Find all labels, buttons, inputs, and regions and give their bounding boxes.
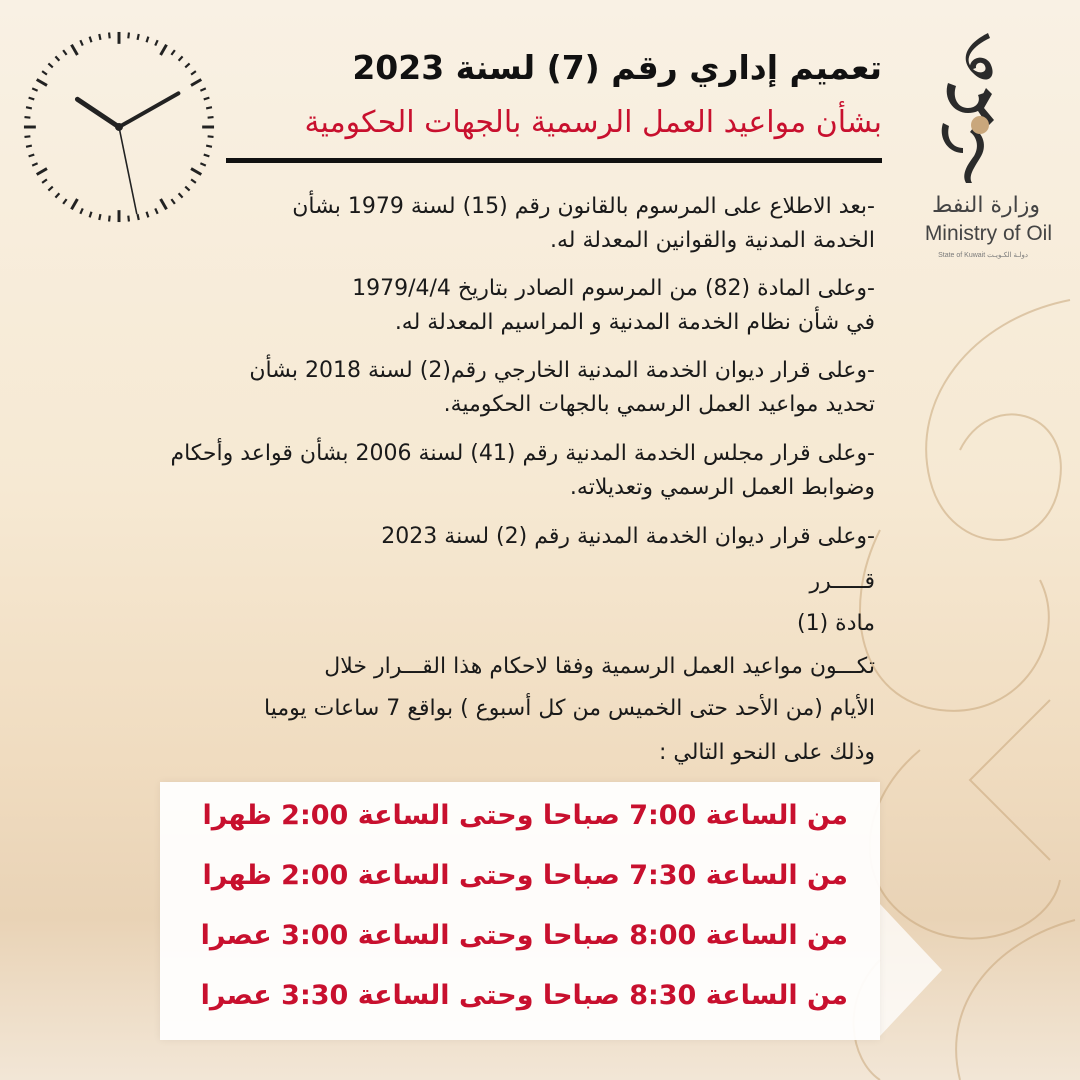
paragraph-3-line-2: تحديد مواعيد العمل الرسمي بالجهات الحكومية. [443, 392, 875, 417]
paragraph-5: -وعلى قرار ديوان الخدمة المدنية رقم (2) لسنة 2023 [381, 524, 875, 549]
paragraph-4 [170, 437, 875, 505]
clock-tick [37, 169, 47, 175]
clock-tick [99, 214, 100, 220]
clock-tick [200, 88, 205, 90]
paragraph-1-line-1: -بعد الاطلاع على المرسوم بالقانون رقم (15) لسنة 1979 بشأن [292, 194, 875, 219]
paragraph-4-line-1: -وعلى قرار مجلس الخدمة المدنية رقم (41) لسنة 2006 بشأن قواعد وأحكام [170, 441, 875, 466]
state-line: State of Kuwait دولـة الكـويـت [938, 252, 1028, 259]
schedule-item: من الساعة 7:30 صباحا وحتى الساعة 2:00 ظهرا [202, 860, 848, 891]
clock-tick [200, 163, 205, 165]
clock-tick [71, 199, 77, 209]
decision-heading: قـــــرر [809, 569, 875, 594]
clock-tick [191, 79, 201, 85]
clock-tick [191, 179, 196, 182]
clock-tick [208, 136, 214, 137]
paragraph-4-line-2: وضوابط العمل الرسمي وتعديلاته. [569, 475, 875, 500]
clock-tick [32, 163, 37, 165]
clock-tick [191, 169, 201, 175]
clock-tick [90, 37, 92, 43]
clock-tick [171, 50, 174, 55]
page-subtitle: بشأن مواعيد العمل الرسمية بالجهات الحكومية [304, 105, 882, 140]
ministry-name-english: Ministry of Oil [924, 222, 1052, 245]
clock-tick [55, 193, 59, 197]
clock-tick [32, 88, 37, 90]
clock-tick [204, 155, 210, 157]
clock-tick [171, 199, 174, 204]
clock-tick [29, 98, 35, 100]
clock-tick [179, 193, 183, 197]
clock-tick [42, 71, 47, 74]
paragraph-2-line-2: في شأن نظام الخدمة المدنية و المراسيم المعدلة له. [394, 310, 875, 335]
clock-tick [138, 214, 139, 220]
clock-tick [128, 216, 129, 222]
clock-tick [208, 117, 214, 118]
clock-tick [191, 71, 196, 74]
ministry-logo-icon [928, 28, 1018, 183]
paragraph-2-line-1: -وعلى المادة (82) من المرسوم الصادر بتاريخ 1979/4/4 [352, 276, 875, 301]
paragraph-2 [352, 272, 875, 340]
ministry-name-arabic: وزارة النفط [932, 193, 1040, 218]
clock-icon [20, 28, 218, 226]
schedule-item: من الساعة 8:00 صباحا وحتى الساعة 3:00 عصرا [200, 920, 848, 951]
clock-tick [80, 208, 82, 213]
clock-tick [48, 187, 52, 191]
clock-tick [147, 212, 149, 218]
clock-tick [63, 50, 66, 55]
article-heading: مادة (1) [797, 611, 875, 636]
clock-tick [147, 37, 149, 43]
paragraph-3 [249, 354, 875, 422]
clock-tick [179, 56, 183, 60]
clock-tick [80, 40, 82, 45]
article-line-1: تكـــون مواعيد العمل الرسمية وفقا لاحكام هذا القـــرار خلال [324, 654, 875, 679]
clock-tick [42, 179, 47, 182]
clock-tick [155, 208, 157, 213]
clock-tick [63, 199, 66, 204]
clock-tick [24, 136, 30, 137]
article-line-3: وذلك على النحو التالي : [658, 740, 875, 765]
arrow-decoration [880, 904, 942, 1036]
paragraph-1-line-2: الخدمة المدنية والقوانين المعدلة له. [550, 228, 875, 253]
paragraph-1 [292, 190, 875, 258]
clock-tick [185, 187, 189, 191]
clock-tick [206, 107, 212, 108]
clock-tick [206, 146, 212, 147]
clock-tick [99, 34, 100, 40]
clock-tick [204, 98, 210, 100]
clock-tick [128, 32, 129, 38]
clock-tick [24, 117, 30, 118]
clock-tick [55, 56, 59, 60]
clock-tick [90, 212, 92, 218]
clock-tick [161, 45, 167, 55]
clock-tick [109, 216, 110, 222]
clock-tick [185, 63, 189, 67]
clock-tick [109, 32, 110, 38]
page-title: تعميم إداري رقم (7) لسنة 2023 [352, 48, 882, 87]
clock-tick [26, 146, 32, 147]
clock-tick [155, 40, 157, 45]
schedule-item: من الساعة 7:00 صباحا وحتى الساعة 2:00 ظهرا [202, 800, 848, 831]
paragraph-3-line-1: -وعلى قرار ديوان الخدمة المدنية الخارجي رقم(2) لسنة 2018 بشأن [249, 358, 875, 383]
clock-tick [161, 199, 167, 209]
schedule-item: من الساعة 8:30 صباحا وحتى الساعة 3:30 عصرا [200, 980, 848, 1011]
article-line-2: الأيام (من الأحد حتى الخميس من كل أسبوع ) بواقع 7 ساعات يوميا [264, 696, 875, 721]
clock-tick [48, 63, 52, 67]
clock-tick [29, 155, 35, 157]
title-divider [226, 158, 882, 163]
clock-tick [71, 45, 77, 55]
clock-tick [37, 79, 47, 85]
clock-tick [26, 107, 32, 108]
clock-tick [138, 34, 139, 40]
